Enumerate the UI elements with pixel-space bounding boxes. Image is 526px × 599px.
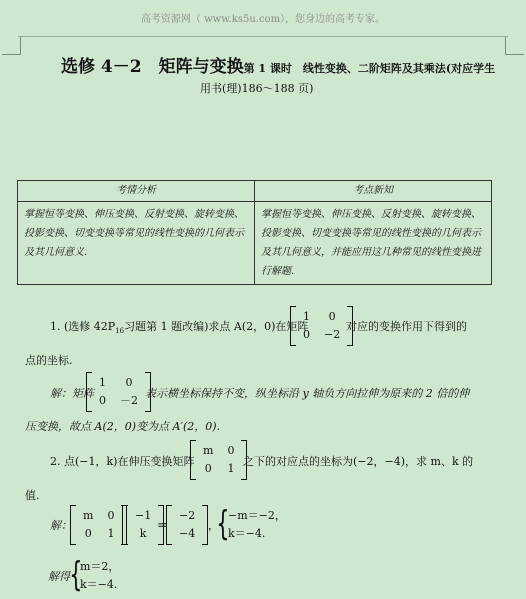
q2-matrix: m 0 0 1 [190,440,247,480]
sol2-system: −m＝−2， k＝−4. [228,509,286,540]
sol2-equals: ＝ [157,519,168,532]
title-line-2: 用书(理)186～188 页) [200,82,314,95]
sol2-matrix: m 0 0 1 [70,505,127,545]
sol1-matrix: 1 0 0 －2 [86,372,151,412]
sol2-comma: ， [208,519,219,532]
sol2-brace: { [216,504,230,544]
table-header-analysis: 考情分析 [18,181,255,202]
sol2-label: 解： [50,519,72,532]
sol2-vector-2: −2 −4 [166,505,208,545]
crop-mark-top-right [505,36,524,55]
sol2-result-system: m＝2， k＝−4. [80,560,120,591]
table-cell-analysis: 掌握恒等变换、伸压变换、反射变换、旋转变换、投影变换、切变变换等常见的线性变换的几何表示及其几何意义. [18,202,255,285]
q2-text-c: 值. [25,489,40,502]
sol1-text-a: 解：矩阵 [50,387,94,400]
sol2-label-2: 解得 [48,570,70,583]
q1-text-d: 点的坐标. [25,354,73,367]
title-main: 选修 4－2 矩阵与变换 [61,57,244,77]
sol2-vector-1: −1 k [122,505,164,545]
page-title [61,52,495,77]
sol1-text-c: 压变换，故点 A(2，0)变为点 A′(2，0). [25,420,221,433]
sol2-brace-2: { [69,555,83,595]
crop-mark-top-left [2,36,21,55]
analysis-table [17,180,492,285]
table-cell-knowledge: 掌握恒等变换、伸压变换、反射变换、旋转变换、投影变换、切变变换等常见的线性变换的几何表示及其几何意义，并能应用这几种常见的线性变换进行解题. [255,202,492,285]
table-header-knowledge: 考点新知 [255,181,492,202]
source-banner: 高考资源网（ www.ks5u.com），您身边的高考专家。 [140,14,386,25]
q2-text-b: 之下的对应点的坐标为(−2，−4)，求 m、k 的 [243,455,474,468]
header-rule [18,36,508,37]
q2-text-a: 2. 点(−1，k)在伸压变换矩阵 [50,455,195,468]
title-sub: 第 1 课时 线性变换、二阶矩阵及其乘法(对应学生 [243,62,496,75]
sol1-text-b: 表示横坐标保持不变，纵坐标沿 y 轴负方向拉伸为原来的 2 倍的伸 [145,387,470,400]
q1-matrix: 1 0 0 −2 [290,306,353,346]
q1-text-a: 1. (选修 $42P_{16}$习题第 1 题改编)求点 A(2，0)在矩阵 [50,320,309,336]
q1-text-c: 对应的变换作用下得到的 [346,320,467,333]
